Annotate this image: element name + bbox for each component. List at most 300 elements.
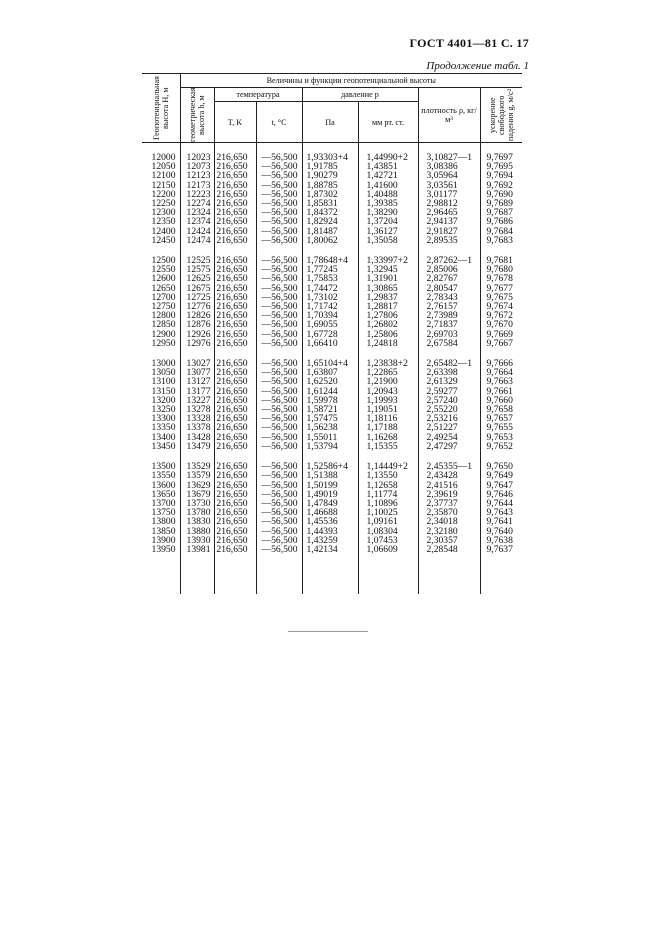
atmosphere-table-container <box>142 73 522 594</box>
table-cell: 2,43428 <box>418 471 480 480</box>
table-cell: 9,7640 <box>480 527 522 536</box>
table-cell: 1,27806 <box>358 311 418 320</box>
table-cell: 9,7666 <box>480 359 522 368</box>
header-geopotential-height: Геопотенциальная высота H, м <box>142 74 180 143</box>
table-cell: 13579 <box>180 471 214 480</box>
spacer-cell <box>358 554 418 594</box>
table-continuation-label: Продолжение табл. 1 <box>426 60 529 72</box>
table-cell: 216,650 <box>214 227 256 236</box>
table-cell: 216,650 <box>214 339 256 348</box>
table-cell: 13880 <box>180 527 214 536</box>
table-cell: 9,7674 <box>480 302 522 311</box>
table-cell: 2,41516 <box>418 481 480 490</box>
table-cell: 1,26802 <box>358 320 418 329</box>
table-cell: 1,93303+4 <box>302 143 358 163</box>
table-cell: 9,7680 <box>480 265 522 274</box>
table-cell: 1,77245 <box>302 265 358 274</box>
table-cell: 216,650 <box>214 508 256 517</box>
table-cell: 216,650 <box>214 236 256 245</box>
table-cell: 1,06609 <box>358 545 418 554</box>
table-cell: 216,650 <box>214 471 256 480</box>
table-cell: 2,45355—1 <box>418 462 480 471</box>
table-cell: 1,50199 <box>302 481 358 490</box>
table-cell: 2,61329 <box>418 377 480 386</box>
table-cell: 1,19993 <box>358 396 418 405</box>
table-cell: —56,500 <box>256 217 302 226</box>
table-cell: 1,61244 <box>302 387 358 396</box>
table-cell: 1,62520 <box>302 377 358 386</box>
table-cell: 2,69703 <box>418 330 480 339</box>
header-pressure-mmhg: мм рт. ст. <box>358 102 418 143</box>
table-cell: —56,500 <box>256 330 302 339</box>
table-cell: 2,96465 <box>418 208 480 217</box>
table-cell: 1,15355 <box>358 442 418 451</box>
table-cell: 1,36127 <box>358 227 418 236</box>
table-cell: 2,73989 <box>418 311 480 320</box>
table-cell: 3,03561 <box>418 181 480 190</box>
table-cell: 2,76157 <box>418 302 480 311</box>
table-cell: 13780 <box>180 508 214 517</box>
table-cell: 13428 <box>180 433 214 442</box>
table-cell: 216,650 <box>214 311 256 320</box>
table-cell: 2,53216 <box>418 414 480 423</box>
table-cell: —56,500 <box>256 499 302 508</box>
table-cell: 216,650 <box>214 396 256 405</box>
table-cell: —56,500 <box>256 171 302 180</box>
table-cell: 9,7677 <box>480 284 522 293</box>
table-cell: 12700 <box>151 291 176 303</box>
table-cell: 1,46688 <box>302 508 358 517</box>
table-cell: 1,81487 <box>302 227 358 236</box>
table-cell: —56,500 <box>256 162 302 171</box>
table-cell: 1,87302 <box>302 190 358 199</box>
table-cell: 1,40488 <box>358 190 418 199</box>
table-cell: —56,500 <box>256 359 302 368</box>
table-cell: 12300 <box>151 207 176 219</box>
table-cell: 12950 <box>151 337 176 349</box>
table-cell: 1,88785 <box>302 181 358 190</box>
table-cell: 216,650 <box>214 208 256 217</box>
table-cell: 1,10025 <box>358 508 418 517</box>
table-cell: 13450 <box>151 440 176 452</box>
table-row <box>142 236 522 245</box>
table-cell: 13900 <box>151 534 176 546</box>
table-cell: 216,650 <box>214 527 256 536</box>
table-cell: —56,500 <box>256 481 302 490</box>
header-temperature: температура <box>214 88 302 102</box>
table-cell: 2,98812 <box>418 199 480 208</box>
table-cell: 216,650 <box>214 181 256 190</box>
table-cell: 12826 <box>180 311 214 320</box>
table-cell: 13027 <box>180 359 214 368</box>
table-cell: 9,7669 <box>480 330 522 339</box>
table-cell: 12100 <box>151 170 176 182</box>
table-cell: 1,58721 <box>302 405 358 414</box>
table-cell: 2,51227 <box>418 423 480 432</box>
table-cell: 216,650 <box>214 320 256 329</box>
table-cell: —56,500 <box>256 274 302 283</box>
spacer-cell <box>302 554 358 594</box>
table-cell: 12474 <box>180 236 214 245</box>
table-cell: 216,650 <box>214 536 256 545</box>
table-cell: 1,57475 <box>302 414 358 423</box>
table-cell: 13479 <box>180 442 214 451</box>
table-cell: 1,35058 <box>358 236 418 245</box>
table-cell: —56,500 <box>256 368 302 377</box>
table-cell: 1,90279 <box>302 171 358 180</box>
table-cell: 216,650 <box>214 302 256 311</box>
table-cell: 12150 <box>151 179 176 191</box>
table-cell: 13750 <box>151 507 176 519</box>
table-cell: 216,650 <box>214 256 256 265</box>
table-cell: 1,13550 <box>358 471 418 480</box>
table-cell: 2,35870 <box>418 508 480 517</box>
table-cell: 1,44393 <box>302 527 358 536</box>
table-cell: 1,42134 <box>302 545 358 554</box>
table-cell: 216,650 <box>214 293 256 302</box>
table-cell: 9,7667 <box>480 339 522 348</box>
table-cell: 12350 <box>151 216 176 228</box>
header-density: плотность ρ, кг/м³ <box>418 88 480 143</box>
spacer-cell <box>142 554 180 594</box>
footer-rule <box>288 631 368 632</box>
table-cell: 13730 <box>180 499 214 508</box>
table-cell: 1,10896 <box>358 499 418 508</box>
table-cell: 12500 <box>151 255 176 267</box>
table-cell: 1,44990+2 <box>358 143 418 163</box>
table-cell: 13400 <box>151 431 176 443</box>
table-cell: 1,17188 <box>358 423 418 432</box>
table-cell: 1,24818 <box>358 339 418 348</box>
table-cell: 9,7694 <box>480 171 522 180</box>
table-cell: 13500 <box>151 461 176 473</box>
atmosphere-table <box>142 73 522 594</box>
table-cell: 1,12658 <box>358 481 418 490</box>
table-cell: 9,7646 <box>480 490 522 499</box>
table-cell: 2,39619 <box>418 490 480 499</box>
table-cell: 216,650 <box>214 517 256 526</box>
table-cell: 216,650 <box>214 414 256 423</box>
table-cell: 216,650 <box>214 442 256 451</box>
table-cell: 12800 <box>151 310 176 322</box>
table-cell: 216,650 <box>214 274 256 283</box>
table-cell: 1,09161 <box>358 517 418 526</box>
table-cell: 12000 <box>151 152 176 163</box>
table-cell: 9,7683 <box>480 236 522 245</box>
table-cell: —56,500 <box>256 387 302 396</box>
table-cell: —56,500 <box>256 471 302 480</box>
table-cell: 12274 <box>180 199 214 208</box>
table-cell: 2,80547 <box>418 284 480 293</box>
table-cell: 1,56238 <box>302 423 358 432</box>
table-cell: 9,7690 <box>480 190 522 199</box>
table-cell: 13378 <box>180 423 214 432</box>
table-cell: 13000 <box>151 358 176 370</box>
table-cell: 1,65104+4 <box>302 359 358 368</box>
table-cell: 1,45536 <box>302 517 358 526</box>
table-cell: 12976 <box>180 339 214 348</box>
table-cell: —56,500 <box>256 199 302 208</box>
table-cell: 216,650 <box>214 162 256 171</box>
table-cell: 2,82767 <box>418 274 480 283</box>
table-cell: 9,7678 <box>480 274 522 283</box>
table-cell: —56,500 <box>256 462 302 471</box>
table-cell: 13529 <box>180 462 214 471</box>
table-cell: —56,500 <box>256 236 302 245</box>
table-cell: —56,500 <box>256 284 302 293</box>
header-pressure: давление p <box>302 88 418 102</box>
table-cell: 9,7649 <box>480 471 522 480</box>
table-cell: 216,650 <box>214 423 256 432</box>
table-cell: 9,7681 <box>480 256 522 265</box>
table-cell: 2,28548 <box>418 545 480 554</box>
table-cell: 9,7697 <box>480 143 522 163</box>
table-cell: 9,7661 <box>480 387 522 396</box>
table-cell: 12424 <box>180 227 214 236</box>
table-cell: 1,51388 <box>302 471 358 480</box>
table-cell: 9,7653 <box>480 433 522 442</box>
table-cell: 13150 <box>151 385 176 397</box>
table-cell: 2,47297 <box>418 442 480 451</box>
table-cell: 9,7670 <box>480 320 522 329</box>
table-row <box>142 143 522 163</box>
table-cell: 9,7689 <box>480 199 522 208</box>
table-cell: 216,650 <box>214 545 256 554</box>
table-cell: 1,53794 <box>302 442 358 451</box>
table-body <box>142 143 522 595</box>
table-cell: 9,7650 <box>480 462 522 471</box>
table-cell: 9,7663 <box>480 377 522 386</box>
table-cell: 2,34018 <box>418 517 480 526</box>
table-cell: 216,650 <box>214 217 256 226</box>
table-cell: 9,7684 <box>480 227 522 236</box>
table-cell: 216,650 <box>214 143 256 163</box>
table-cell: 216,650 <box>214 199 256 208</box>
table-cell: 1,43851 <box>358 162 418 171</box>
table-cell: 13650 <box>151 488 176 500</box>
table-cell: 2,67584 <box>418 339 480 348</box>
table-cell: 2,94137 <box>418 217 480 226</box>
table-cell: 12600 <box>151 273 176 285</box>
table-cell: 1,31901 <box>358 274 418 283</box>
table-cell: 13850 <box>151 525 176 537</box>
table-cell: 12250 <box>151 198 176 210</box>
table-cell: 1,82924 <box>302 217 358 226</box>
table-cell: 2,49254 <box>418 433 480 442</box>
table-cell: 13830 <box>180 517 214 526</box>
table-cell: 13227 <box>180 396 214 405</box>
table-cell: 12400 <box>151 225 176 237</box>
spacer-cell <box>480 554 522 594</box>
table-cell: —56,500 <box>256 339 302 348</box>
table-cell: 12926 <box>180 330 214 339</box>
table-cell: 9,7658 <box>480 405 522 414</box>
table-cell: —56,500 <box>256 396 302 405</box>
table-cell: 216,650 <box>214 359 256 368</box>
table-cell: 12200 <box>151 188 176 200</box>
table-cell: 1,43259 <box>302 536 358 545</box>
header-temp-celsius: t, °C <box>256 102 302 143</box>
table-cell: 1,30865 <box>358 284 418 293</box>
table-cell: 1,21900 <box>358 377 418 386</box>
table-cell: 1,41600 <box>358 181 418 190</box>
table-cell: 2,71837 <box>418 320 480 329</box>
table-cell: 9,7641 <box>480 517 522 526</box>
table-cell: 9,7637 <box>480 545 522 554</box>
table-cell: 13200 <box>151 394 176 406</box>
table-cell: 12575 <box>180 265 214 274</box>
table-cell: 13100 <box>151 376 176 388</box>
table-cell: 1,69055 <box>302 320 358 329</box>
table-cell: —56,500 <box>256 320 302 329</box>
table-cell: 216,650 <box>214 368 256 377</box>
table-cell: 12223 <box>180 190 214 199</box>
table-cell: 12324 <box>180 208 214 217</box>
table-cell: 2,91827 <box>418 227 480 236</box>
table-cell: 2,87262—1 <box>418 256 480 265</box>
table-cell: —56,500 <box>256 536 302 545</box>
table-cell: 2,57240 <box>418 396 480 405</box>
header-gravity: ускорение свободного падения g, м/с² <box>480 88 522 143</box>
table-cell: 216,650 <box>214 499 256 508</box>
table-cell: 1,59978 <box>302 396 358 405</box>
table-cell: —56,500 <box>256 423 302 432</box>
table-cell: 1,73102 <box>302 293 358 302</box>
table-cell: 1,74472 <box>302 284 358 293</box>
table-cell: 9,7687 <box>480 208 522 217</box>
table-cell: 12450 <box>151 234 176 246</box>
table-cell: 2,89535 <box>418 236 480 245</box>
table-cell: 13127 <box>180 377 214 386</box>
table-cell: —56,500 <box>256 227 302 236</box>
table-row <box>142 339 522 348</box>
table-cell: —56,500 <box>256 508 302 517</box>
table-cell: 1,52586+4 <box>302 462 358 471</box>
table-cell: 1,91785 <box>302 162 358 171</box>
table-cell: 12550 <box>151 264 176 276</box>
table-cell: 1,11774 <box>358 490 418 499</box>
table-cell: 1,66410 <box>302 339 358 348</box>
table-cell: 9,7657 <box>480 414 522 423</box>
table-cell: 13981 <box>180 545 214 554</box>
table-cell: 1,42721 <box>358 171 418 180</box>
table-cell: 216,650 <box>214 433 256 442</box>
table-cell: 1,78648+4 <box>302 256 358 265</box>
table-cell: 13278 <box>180 405 214 414</box>
table-cell: 1,08304 <box>358 527 418 536</box>
table-cell: 1,07453 <box>358 536 418 545</box>
table-cell: 12876 <box>180 320 214 329</box>
table-cell: 13300 <box>151 413 176 425</box>
table-cell: 1,70394 <box>302 311 358 320</box>
table-cell: 12850 <box>151 319 176 331</box>
table-cell: —56,500 <box>256 190 302 199</box>
table-cell: 216,650 <box>214 462 256 471</box>
table-cell: —56,500 <box>256 208 302 217</box>
table-cell: 13350 <box>151 422 176 434</box>
table-cell: 13629 <box>180 481 214 490</box>
table-cell: —56,500 <box>256 302 302 311</box>
header-group-title: Величины и функции геопотенциальной высоты <box>180 74 522 88</box>
table-cell: 1,28817 <box>358 302 418 311</box>
table-cell: 2,65482—1 <box>418 359 480 368</box>
table-cell: 2,85006 <box>418 265 480 274</box>
spacer-cell <box>256 554 302 594</box>
table-cell: 13800 <box>151 516 176 528</box>
table-cell: 13177 <box>180 387 214 396</box>
table-cell: —56,500 <box>256 414 302 423</box>
table-cell: 13700 <box>151 497 176 509</box>
table-cell: —56,500 <box>256 433 302 442</box>
table-cell: 1,47849 <box>302 499 358 508</box>
table-cell: 1,22865 <box>358 368 418 377</box>
table-cell: 1,63807 <box>302 368 358 377</box>
table-cell: 9,7643 <box>480 508 522 517</box>
table-cell: —56,500 <box>256 545 302 554</box>
table-cell: 1,16268 <box>358 433 418 442</box>
table-cell: 12023 <box>180 143 214 163</box>
table-cell: —56,500 <box>256 490 302 499</box>
table-cell: 216,650 <box>214 490 256 499</box>
table-cell: 12900 <box>151 328 176 340</box>
table-cell: 216,650 <box>214 405 256 414</box>
table-cell: 9,7675 <box>480 293 522 302</box>
table-cell: —56,500 <box>256 181 302 190</box>
table-cell: 9,7638 <box>480 536 522 545</box>
table-cell: 9,7644 <box>480 499 522 508</box>
table-cell: 216,650 <box>214 481 256 490</box>
table-cell: 1,49019 <box>302 490 358 499</box>
table-cell: 3,01177 <box>418 190 480 199</box>
table-cell: 13600 <box>151 479 176 491</box>
table-cell: 9,7672 <box>480 311 522 320</box>
table-cell: 3,08386 <box>418 162 480 171</box>
table-cell: 9,7647 <box>480 481 522 490</box>
table-cell: —56,500 <box>256 311 302 320</box>
document-code: ГОСТ 4401—81 С. 17 <box>409 36 529 50</box>
table-cell: 13550 <box>151 470 176 482</box>
table-cell: 1,29837 <box>358 293 418 302</box>
table-cell: 13250 <box>151 404 176 416</box>
table-cell: 2,37737 <box>418 499 480 508</box>
table-cell: 2,59277 <box>418 387 480 396</box>
table-cell: 1,14449+2 <box>358 462 418 471</box>
table-cell: 1,20943 <box>358 387 418 396</box>
table-cell: 1,33997+2 <box>358 256 418 265</box>
table-cell: —56,500 <box>256 256 302 265</box>
table-cell: 1,55011 <box>302 433 358 442</box>
table-cell: 13050 <box>151 367 176 379</box>
table-cell: 13950 <box>151 543 176 555</box>
table-cell: —56,500 <box>256 527 302 536</box>
table-cell: 12675 <box>180 284 214 293</box>
table-cell: 216,650 <box>214 265 256 274</box>
table-cell: —56,500 <box>256 143 302 163</box>
spacer-cell <box>214 554 256 594</box>
header-geometric-height: геометрическая высота h, м <box>180 88 214 143</box>
table-cell: —56,500 <box>256 405 302 414</box>
table-cell: 216,650 <box>214 387 256 396</box>
table-cell: 1,37204 <box>358 217 418 226</box>
table-cell: —56,500 <box>256 442 302 451</box>
table-cell: 9,7660 <box>480 396 522 405</box>
table-cell: 12650 <box>151 282 176 294</box>
table-cell: 216,650 <box>214 330 256 339</box>
table-cell: —56,500 <box>256 377 302 386</box>
table-cell: 1,32945 <box>358 265 418 274</box>
table-cell: 2,32180 <box>418 527 480 536</box>
table-cell: 9,7655 <box>480 423 522 432</box>
